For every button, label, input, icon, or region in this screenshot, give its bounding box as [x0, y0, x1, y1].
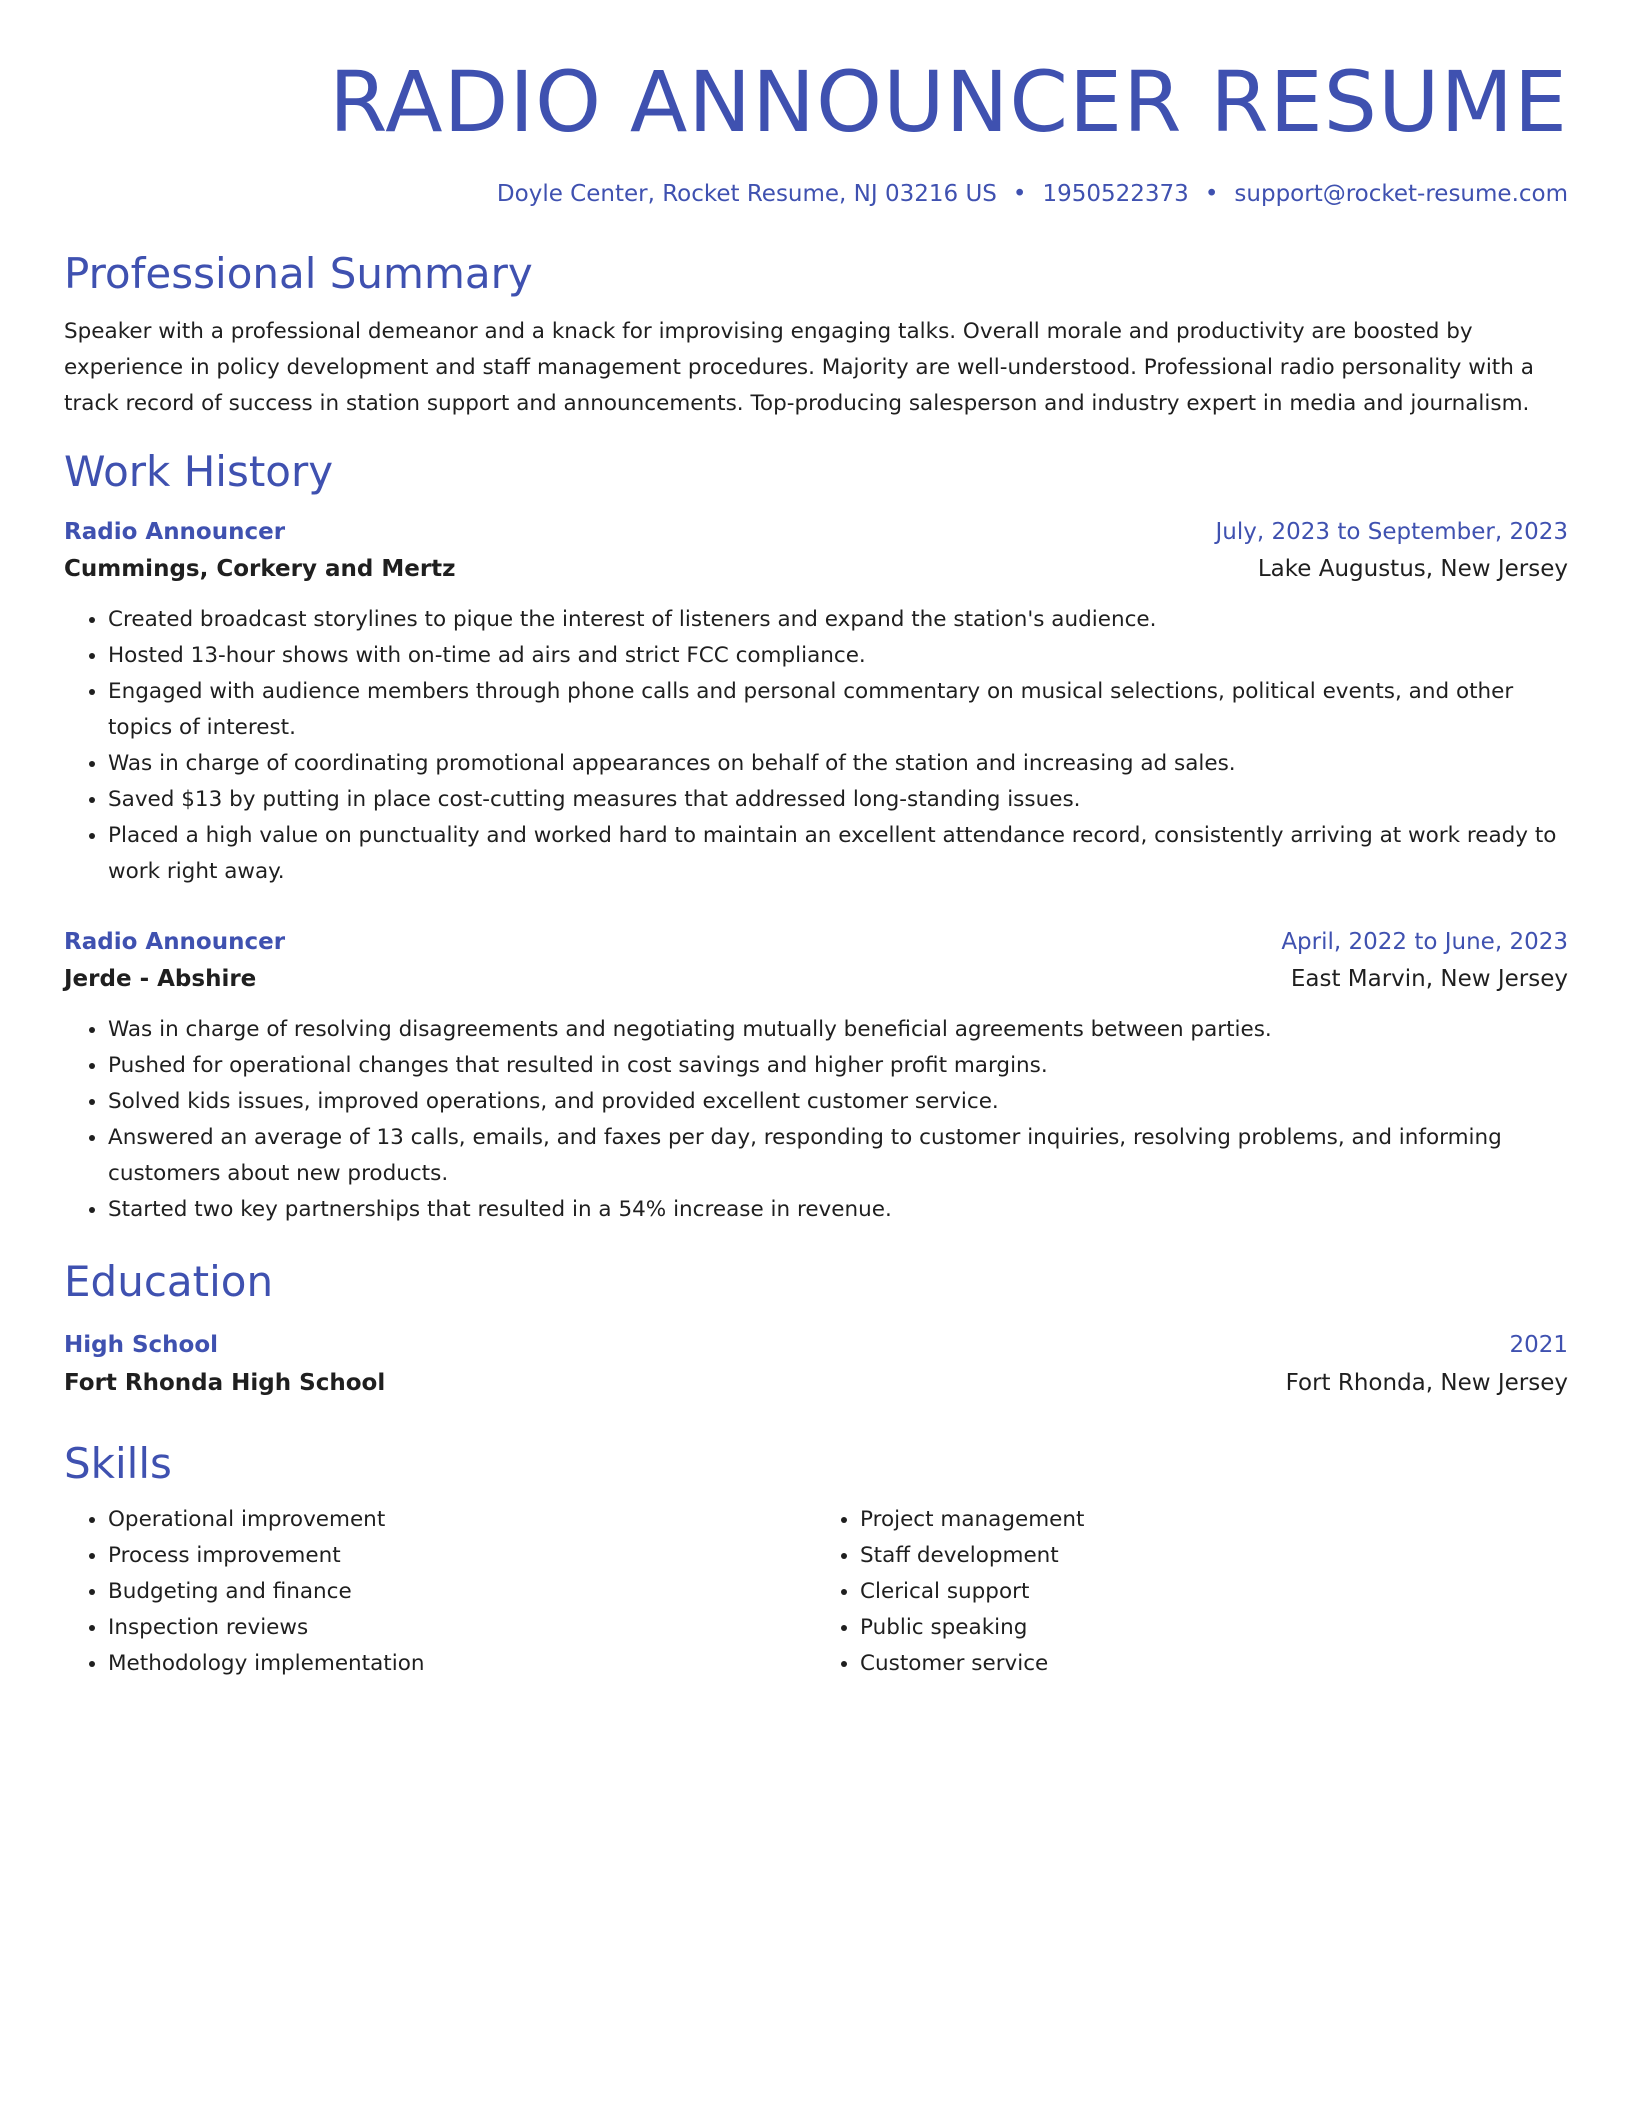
list-item: • Placed a high value on punctuality and worked hard to maintain an excellent attendance record, consistently arriving at work ready to work right away.	[108, 818, 1568, 890]
list-item: • Was in charge of coordinating promotional appearances on behalf of the station and increasing ad sales.	[108, 746, 1568, 782]
job-employer: Jerde - Abshire	[64, 966, 257, 992]
list-item: • Answered an average of 13 calls, emails, and faxes per day, responding to customer inquiries, resolving problems, and informing customers about new products.	[108, 1120, 1568, 1192]
job-entry	[64, 514, 1568, 890]
job-header-row	[64, 514, 1568, 550]
job-bullet-list	[64, 602, 1568, 890]
skill-item: • Methodology implementation	[108, 1646, 816, 1682]
skill-item: • Budgeting and finance	[108, 1574, 816, 1610]
contact-separator: •	[1204, 181, 1219, 207]
contact-phone: 1950522373	[1042, 181, 1189, 207]
resume-title: RADIO ANNOUNCER RESUME	[329, 53, 1568, 151]
list-item: • Hosted 13-hour shows with on-time ad airs and strict FCC compliance.	[108, 638, 1568, 674]
job-entry	[64, 924, 1568, 1228]
skill-item: • Operational improvement	[108, 1502, 816, 1538]
summary-heading: Professional Summary	[64, 249, 533, 298]
skill-item: • Staff development	[860, 1538, 1568, 1574]
list-item: • Saved $13 by putting in place cost-cutting measures that addressed long-standing issues.	[108, 782, 1568, 818]
skills-list-right	[816, 1502, 1568, 1682]
job-employer: Cummings, Corkery and Mertz	[64, 556, 456, 582]
contact-address: Doyle Center, Rocket Resume, NJ 03216 US	[496, 181, 997, 207]
education-heading: Education	[64, 1257, 274, 1306]
skill-item: • Inspection reviews	[108, 1610, 816, 1646]
contact-separator: •	[1012, 181, 1027, 207]
skills-columns	[64, 1502, 1568, 1682]
list-item: • Was in charge of resolving disagreements and negotiating mutually beneficial agreements between parties.	[108, 1012, 1568, 1048]
skill-item: • Process improvement	[108, 1538, 816, 1574]
list-item: • Solved kids issues, improved operations, and provided excellent customer service.	[108, 1084, 1568, 1120]
work-history-heading: Work History	[64, 447, 334, 496]
skill-item: • Public speaking	[860, 1610, 1568, 1646]
skills-list-left	[64, 1502, 816, 1682]
job-dates: April, 2022 to June, 2023	[1281, 929, 1568, 955]
education-location: Fort Rhonda, New Jersey	[1285, 1370, 1568, 1396]
job-location: Lake Augustus, New Jersey	[1257, 556, 1568, 582]
job-title: Radio Announcer	[64, 519, 286, 545]
education-school: Fort Rhonda High School	[64, 1370, 386, 1396]
contact-email: support@rocket-resume.com	[1234, 181, 1568, 207]
education-year: 2021	[1509, 1332, 1568, 1358]
job-employer-row	[64, 550, 1568, 588]
contact-line	[64, 178, 1568, 210]
education-school-row	[64, 1364, 1568, 1402]
job-title: Radio Announcer	[64, 929, 286, 955]
list-item: • Started two key partnerships that resulted in a 54% increase in revenue.	[108, 1192, 1568, 1228]
list-item: • Pushed for operational changes that resulted in cost savings and higher profit margins.	[108, 1048, 1568, 1084]
skills-heading: Skills	[64, 1439, 172, 1488]
job-employer-row	[64, 960, 1568, 998]
list-item: • Engaged with audience members through phone calls and personal commentary on musical selections, political events, and other topics of interest.	[108, 674, 1568, 746]
skill-item: • Project management	[860, 1502, 1568, 1538]
summary-text: Speaker with a professional demeanor and a knack for improvising engaging talks. Overall morale and productivity are boosted by experience in policy development and staff management procedures. Majority are well-understood. Professional radio personality with a track record of success in station support and announcements. Top-producing salesperson and industry expert in media and journalism.	[64, 319, 1534, 416]
job-bullet-list	[64, 1012, 1568, 1228]
job-dates: July, 2023 to September, 2023	[1215, 519, 1568, 545]
skill-item: • Customer service	[860, 1646, 1568, 1682]
job-location: East Marvin, New Jersey	[1290, 966, 1568, 992]
list-item: • Created broadcast storylines to pique the interest of listeners and expand the station's audience.	[108, 602, 1568, 638]
skill-item: • Clerical support	[860, 1574, 1568, 1610]
education-header-row	[64, 1326, 1568, 1364]
education-degree: High School	[64, 1332, 219, 1358]
education-entry	[64, 1326, 1568, 1402]
job-header-row	[64, 924, 1568, 960]
